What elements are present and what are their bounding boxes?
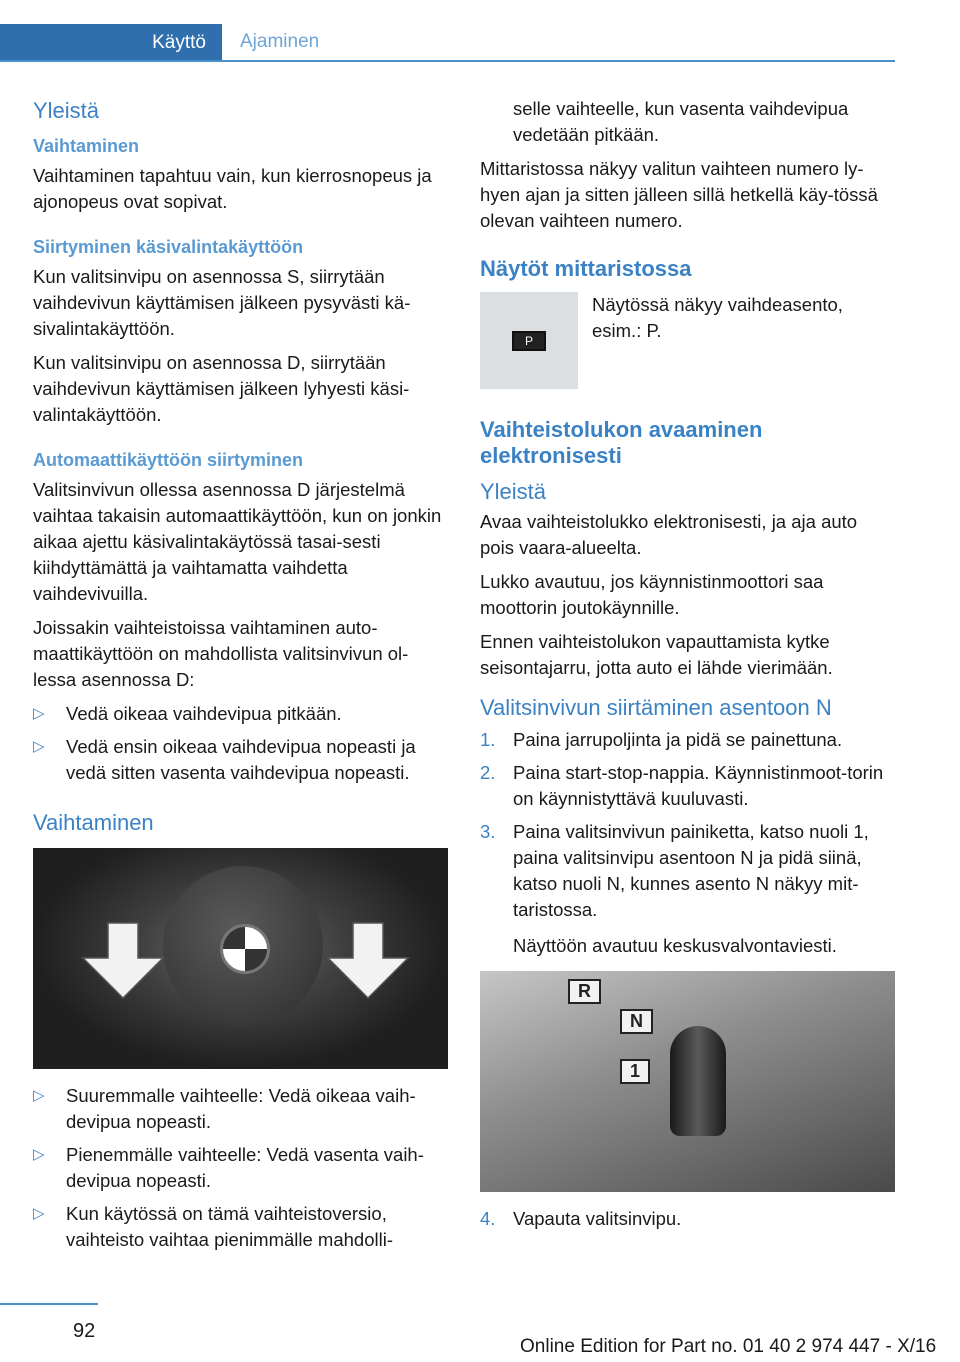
paragraph-continued: selle vaihteelle, kun vasenta vaihdevipua vedetään pitkään. [513, 98, 849, 145]
label-1: 1 [620, 1059, 650, 1084]
heading-shift: Vaihtaminen [33, 136, 140, 156]
label-r: R [568, 979, 601, 1004]
paragraph-manual-2: Kun valitsinvipu on asennossa D, siirrytään vaihdevivun käyttämisen jälkeen lyhyesti käsi-valintakäyttöön. [33, 352, 410, 425]
heading-unlock: Vaihteistolukon avaaminen elektronisesti [480, 417, 763, 468]
steps-list [480, 727, 895, 923]
heading-move-n: Valitsinvivun siirtäminen asentoon N [480, 695, 832, 720]
triangle-bullet-icon: ▷ [33, 1205, 45, 1222]
gear-knob [670, 1026, 726, 1136]
heading-manual: Siirtyminen käsivalintakäyttöön [33, 237, 304, 257]
down-arrow-right-icon [328, 923, 408, 998]
steering-wheel-image [33, 848, 448, 1069]
heading-general-right: Yleistä [480, 479, 547, 504]
gear-selector-image [480, 971, 895, 1192]
down-arrow-left-icon [83, 923, 163, 998]
paragraph-unlock-1: Avaa vaihteistolukko elektronisesti, ja aja auto pois vaara-alueelta. [480, 511, 858, 558]
label-n: N [620, 1009, 653, 1034]
header-rule [0, 60, 895, 62]
page-number: 92 [73, 1320, 96, 1342]
edition-text: Online Edition for Part no. 01 40 2 974 447 - X/16 [520, 1336, 937, 1357]
paragraph-shift: Vaihtaminen tapahtuu vain, kun kierrosnopeus ja ajonopeus ovat sopivat. [33, 165, 432, 212]
paragraph-unlock-3: Ennen vaihteistolukon vapauttamista kytke seisontajarru, jotta auto ei lähde vierimään. [480, 631, 833, 678]
list-item: 1. Paina jarrupoljinta ja pidä se painettuna. [480, 729, 843, 750]
list-item: ▷ Vedä ensin oikeaa vaihdevipua nopeasti ja vedä sitten vasenta vaihdevipua nopeasti. [33, 736, 416, 783]
paragraph-auto-1: Valitsinvivun ollessa asennossa D järjestelmä vaihtaa takaisin automaattikäyttöön, kun on jonkin aikaa ajettu käsivalintakäytössä tasai-sesti kiihdyttämättä ja vaihtamatta vaihdetta vaihdevivuilla. [33, 479, 442, 604]
tab-ajaminen[interactable]: Ajaminen [240, 31, 320, 52]
list-item: ▷ Kun käytössä on tämä vaihteistoversio, vaihteisto vaihtaa pienimmälle mahdolli- [33, 1203, 393, 1250]
footer-rule [0, 1303, 98, 1305]
steps-list-2 [480, 1206, 895, 1232]
list-item: ▷ Suuremmalle vaihteelle: Vedä oikeaa vaih-devipua nopeasti. [33, 1085, 416, 1132]
right-column [480, 96, 895, 1242]
paragraph-displays: Näytössä näkyy vaihdeasento, esim.: P. [592, 294, 843, 341]
header-tabs [0, 24, 895, 62]
triangle-bullet-icon: ▷ [33, 1146, 45, 1163]
paragraph-cluster: Mittaristossa näkyy valitun vaihteen numero ly-hyen ajan ja sitten jälleen sillä hetkellä käy-tössä olevan vaihteen numero. [480, 158, 878, 231]
paragraph-auto-2: Joissakin vaihteistoissa vaihtaminen auto-maattikäyttöön on mahdollista valitsinvivun ol-lessa asennossa D: [33, 617, 409, 690]
gear-display-icon: P [480, 292, 578, 389]
heading-general: Yleistä [33, 98, 100, 123]
triangle-bullet-icon: ▷ [33, 738, 45, 755]
list-item: ▷ Vedä oikeaa vaihdevipua pitkään. [33, 701, 448, 727]
bullet-list-1 [33, 701, 448, 786]
tab-kaytto[interactable] [0, 24, 222, 62]
paragraph-manual-1: Kun valitsinvipu on asennossa S, siirrytään vaihdevivun käyttämisen jälkeen pysyvästi kä-sivalintakäyttöön. [33, 266, 411, 339]
triangle-bullet-icon: ▷ [33, 705, 45, 722]
list-item: 4. Vapauta valitsinvipu. [480, 1208, 682, 1229]
list-item: ▷ Pienemmälle vaihteelle: Vedä vasenta vaih-devipua nopeasti. [33, 1144, 424, 1191]
list-item: 2. Paina start-stop-nappia. Käynnistinmoot-torin on käynnistyttävä kuuluvasti. [480, 762, 884, 809]
heading-shift-2: Vaihtaminen [33, 810, 154, 835]
heading-auto: Automaattikäyttöön siirtyminen [33, 450, 304, 470]
tab-kaytto-label: Käyttö [152, 32, 206, 53]
triangle-bullet-icon: ▷ [33, 1087, 45, 1104]
bullet-list-2 [33, 1083, 448, 1253]
left-column [33, 98, 448, 1263]
list-item: 3. Paina valitsinvivun painiketta, katso nuoli 1, paina valitsinvipu asentoon N ja pidä siinä, katso nuoli N, kunnes asento N näkyy mit-taristossa. [480, 821, 869, 920]
paragraph-unlock-2: Lukko avautuu, jos käynnistinmoottori saa moottorin joutokäynnille. [480, 571, 824, 618]
step3-note: Näyttöön avautuu keskusvalvontaviesti. [513, 935, 837, 956]
heading-displays: Näytöt mittaristossa [480, 256, 692, 281]
